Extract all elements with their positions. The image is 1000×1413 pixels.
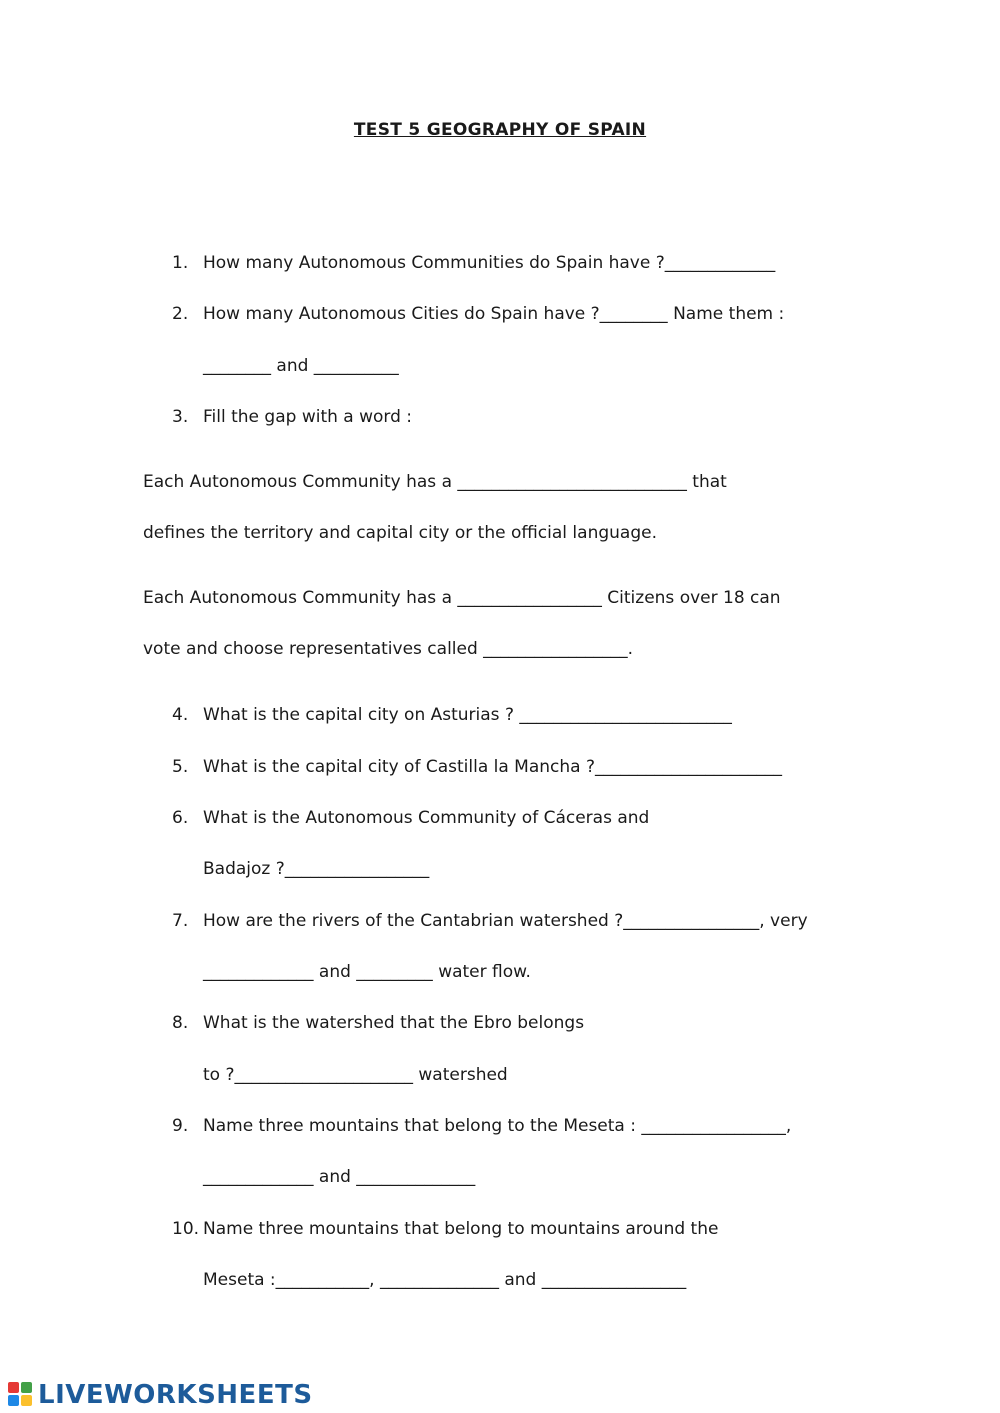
question-7-text: How are the rivers of the Cantabrian watershed ?________________, very [203,911,808,931]
question-1-text: How many Autonomous Communities do Spain have ?_____________ [203,253,776,273]
question-9-text-cont: _____________ and ______________ [203,1167,476,1187]
question-10-text-cont: Meseta :___________, ______________ and _________________ [203,1270,687,1290]
question-2-text-cont: ________ and __________ [203,356,399,376]
question-2-text: How many Autonomous Cities do Spain have ?________ Name them : [203,304,785,324]
question-number: 3. [172,407,189,427]
question-4-text: What is the capital city on Asturias ? _________________________ [203,705,732,725]
question-6-text: What is the Autonomous Community of Cáceras and [203,808,650,828]
question-8-text: What is the watershed that the Ebro belongs [203,1013,585,1033]
page-title: TEST 5 GEOGRAPHY OF SPAIN [353,120,647,140]
question-number: 4. [172,705,189,725]
question-5-text: What is the capital city of Castilla la Mancha ?______________________ [203,757,783,777]
fill-paragraph-line: Each Autonomous Community has a _________________ Citizens over 18 can [143,588,781,608]
liveworksheets-logo-icon [8,1382,34,1408]
question-number: 8. [172,1013,189,1033]
fill-paragraph-line: defines the territory and capital city or the official language. [143,523,657,543]
question-number: 2. [172,304,189,324]
question-7-text-cont: _____________ and _________ water flow. [203,962,531,982]
question-8-text-cont: to ?_____________________ watershed [203,1065,508,1085]
question-number: 1. [172,253,189,273]
footer-brand[interactable] [8,1378,313,1412]
question-9-text: Name three mountains that belong to the Meseta : _________________, [203,1116,792,1136]
question-number: 7. [172,911,189,931]
question-number: 9. [172,1116,189,1136]
fill-paragraph-line: vote and choose representatives called _________________. [143,639,634,659]
question-3-text: Fill the gap with a word : [203,407,413,427]
question-number: 5. [172,757,189,777]
brand-name: LIVEWORKSHEETS [38,1380,313,1410]
question-6-text-cont: Badajoz ?_________________ [203,859,430,879]
question-number: 6. [172,808,189,828]
question-number: 10. [172,1219,200,1239]
fill-paragraph-line: Each Autonomous Community has a ___________________________ that [143,472,727,492]
question-10-text: Name three mountains that belong to mountains around the [203,1219,719,1239]
